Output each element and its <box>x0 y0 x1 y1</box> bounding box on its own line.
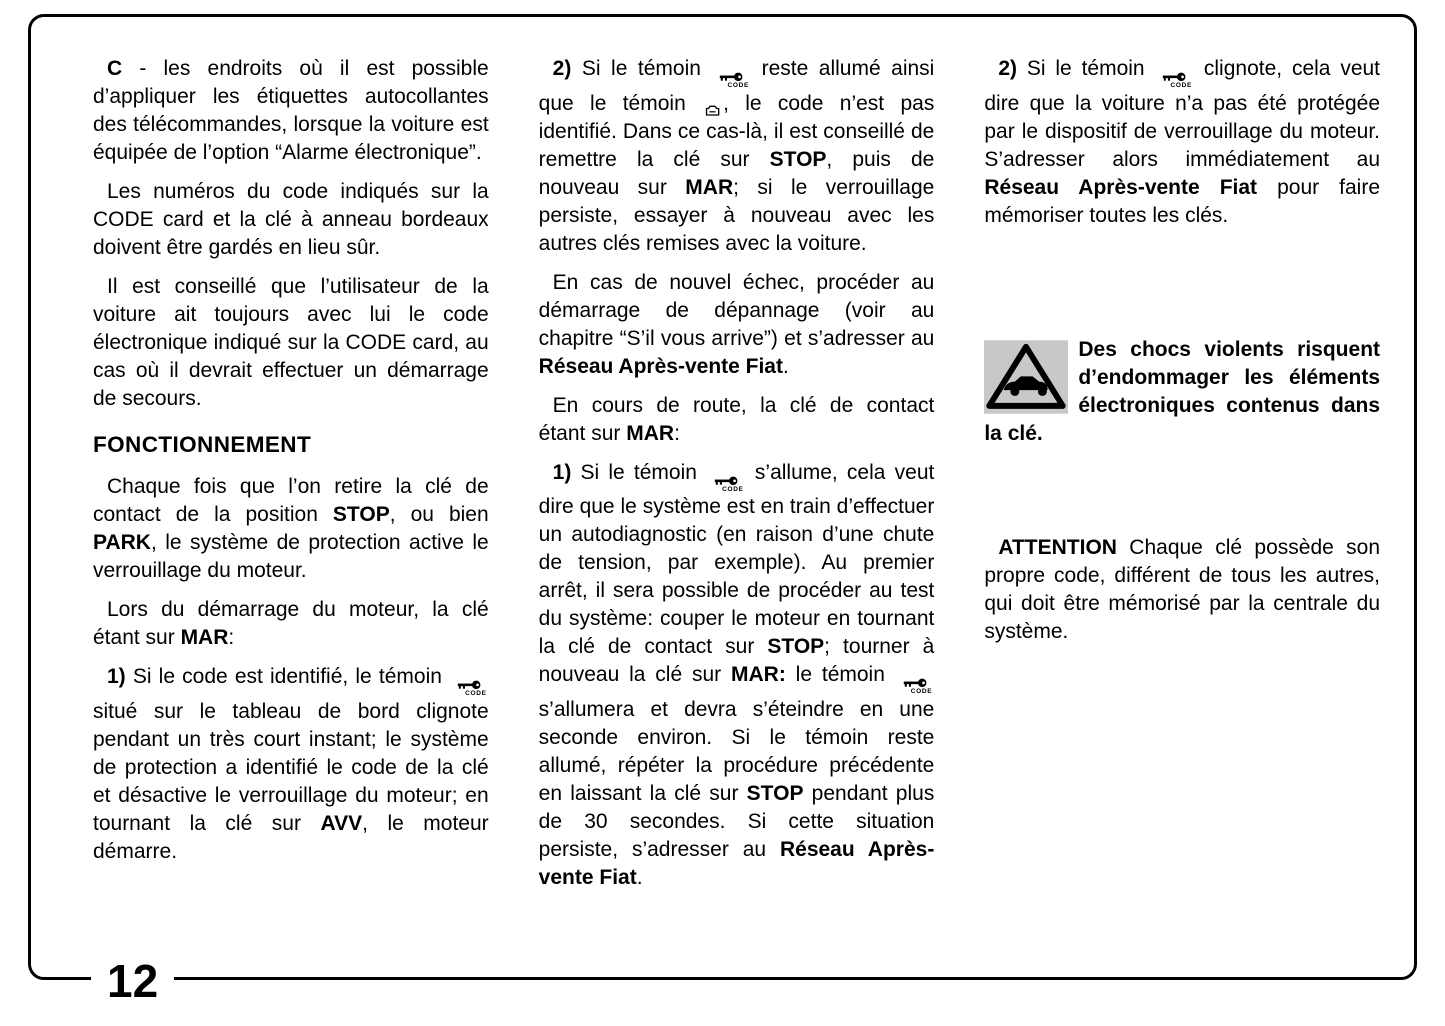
text-segment: En cours de route, la clé de contact étant sur <box>538 393 935 445</box>
text-segment: le témoin <box>785 663 895 686</box>
bold-text: Réseau Après-vente Fiat <box>984 175 1258 199</box>
text-segment: ; tourner à nouveau la clé sur <box>538 635 935 686</box>
text-segment: , le système de protection active le verrouillage du moteur. <box>93 531 489 582</box>
text-segment: ; si le verrouillage persiste, essayer à nouveau avec les autres clés remises avec la voiture. <box>538 175 935 255</box>
attention-paragraph <box>984 534 1380 646</box>
text-segment: : <box>674 421 680 445</box>
text-segment: . <box>636 865 643 889</box>
text-segment: Si le témoin <box>1017 57 1155 80</box>
text-segment: Les numéros du code indiqués sur la CODE card et la clé à anneau bordeaux doivent être gardés en lieu sûr. <box>93 180 489 259</box>
bold-text: MAR <box>626 421 675 445</box>
paragraph <box>93 473 489 585</box>
code-key-icon: CODE <box>451 680 487 698</box>
text-segment: , le moteur démarre. <box>93 811 489 863</box>
paragraph <box>539 55 935 258</box>
section-heading <box>93 431 489 459</box>
text-segment: pour faire mémoriser toutes les clés. <box>984 175 1381 227</box>
paragraph <box>539 392 935 448</box>
code-key-icon: CODE <box>708 476 744 494</box>
paragraph <box>93 596 489 652</box>
page-border <box>28 14 1417 1007</box>
text-segment: . <box>782 354 789 378</box>
paragraph <box>93 55 489 167</box>
bold-text: STOP <box>332 503 390 526</box>
text-segment: Si le témoin <box>571 460 707 484</box>
bold-text: 2) <box>552 57 572 80</box>
bold-text: STOP <box>769 147 827 171</box>
bold-text: ATTENTION <box>998 535 1117 559</box>
injection-warning-icon <box>704 104 721 117</box>
page-number: 12 <box>91 958 174 1004</box>
bold-text: MAR <box>685 175 734 199</box>
text-segment: , ou bien <box>389 503 489 526</box>
paragraph <box>984 55 1380 230</box>
bold-text: MAR: <box>731 663 786 686</box>
text-segment: reste allumé ainsi que le témoin <box>538 57 935 115</box>
column-left <box>93 55 489 977</box>
text-segment: Chaque fois que l’on retire la clé de contact de la position <box>93 475 489 526</box>
warning-triangle-car-icon <box>984 340 1068 414</box>
paragraph <box>539 269 935 381</box>
text-segment: , le code n’est pas identifié. Dans ce cas-là, il est conseillé de remettre la clé sur <box>538 91 935 171</box>
column-right <box>984 55 1380 977</box>
text-segment: : <box>228 626 235 649</box>
bold-text: Des chocs violents risquent d’endommager les éléments électroniques contenus dans la clé. <box>984 337 1381 445</box>
code-key-icon: CODE <box>713 72 749 90</box>
bold-text: 2) <box>998 57 1018 80</box>
text-segment: pendant plus de 30 secondes. Si cette situation persiste, s’adresser au <box>538 781 935 861</box>
page-content <box>31 17 1414 977</box>
column-middle <box>539 55 935 977</box>
bold-text: C <box>107 57 123 80</box>
paragraph <box>93 178 489 262</box>
bold-text: STOP <box>767 635 825 658</box>
text-segment: s’allumera et devra s’éteindre en une seconde environ. Si le témoin reste allumé, répéter la procédure précédente en laissant la clé sur <box>538 697 935 805</box>
text-segment: Si le code est identifié, le témoin <box>125 665 450 688</box>
code-key-icon: CODE <box>897 678 933 696</box>
text-segment: Il est conseillé que l’utilisateur de la voiture ait toujours avec lui le code électronique indiqué sur la CODE card, au cas où il devrait effectuer un démarrage de secours. <box>93 275 489 410</box>
bold-text: STOP <box>746 781 804 805</box>
paragraph <box>93 663 489 866</box>
text-segment: - les endroits où il est possible d’appliquer les étiquettes autocollantes des télécommandes, lorsque la voiture est équipée de l’option “Alarme électronique”. <box>93 57 489 164</box>
paragraph <box>93 273 489 413</box>
text-segment: situé sur le tableau de bord clignote pendant un très court instant; le système de protection a identifié le code de la clé et désactive le verrouillage du moteur; en tournant la clé sur <box>93 699 489 835</box>
text-segment: Lors du démarrage du moteur, la clé étant sur <box>93 598 489 649</box>
paragraph <box>539 459 935 892</box>
code-key-icon: CODE <box>1156 72 1192 90</box>
text-segment: Chaque clé possède son propre code, différent de tous les autres, qui doit être mémorisé par la centrale du système. <box>984 535 1381 643</box>
text-segment: , puis de nouveau sur <box>538 147 935 199</box>
bold-text: 1) <box>552 460 572 484</box>
bold-text: AVV <box>320 811 363 835</box>
text-segment: clignote, cela veut dire que la voiture n’a pas été protégée par le dispositif de verrouillage du moteur. S’adresser alors immédiatement au <box>984 57 1381 171</box>
bold-text: Réseau Après-vente Fiat <box>538 837 935 889</box>
text-segment: s’allume, cela veut dire que le système est en train d’effectuer un autodiagnostic (en raison d’une chute de tension, par exemple). Au premier arrêt, il sera possible de procéder au test du système: couper le moteur en tournant la clé de contact sur <box>538 460 935 658</box>
text-segment: En cas de nouvel échec, procéder au démarrage de dépannage (voir au chapitre “S’il vous arrive”) et s’adresser au <box>538 270 935 350</box>
bold-text: PARK <box>93 531 151 554</box>
bold-text: 1) <box>107 665 126 688</box>
text-segment: Si le témoin <box>571 57 712 80</box>
bold-text: FONCTIONNEMENT <box>93 432 312 457</box>
warning-note <box>984 336 1380 448</box>
bold-text: MAR <box>180 626 229 649</box>
bold-text: Réseau Après-vente Fiat <box>538 354 783 378</box>
